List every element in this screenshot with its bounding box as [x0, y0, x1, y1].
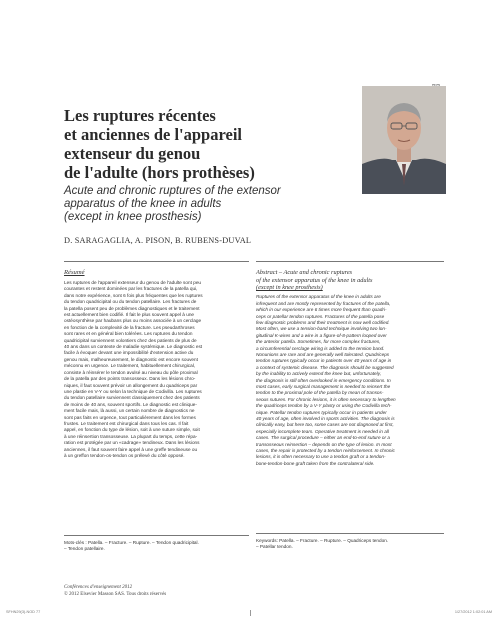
authors: D. SARAGAGLIA, A. PISON, B. RUBENS-DUVAL [64, 236, 252, 245]
resume-line: ostéosynthèse par haubans plus ou moins associée à un cerclage [64, 318, 202, 324]
abstract-line: 40 years of age, often involved in sports activities. The diagnosis is [256, 416, 395, 421]
resume-line: sont pas faits en urgence, tout particulièrement dans les formes [64, 414, 196, 420]
resume-line: la patella posent peu de problèmes diagnostiques et le traitement [64, 305, 200, 311]
abstract-line: seous sutures. For chronic lesions, it is often necessary to lengthen [256, 396, 396, 402]
resume-line: à un greffon tendon-os-tendon os prélevé du côté opposé. [64, 452, 185, 458]
author-photo [362, 86, 446, 194]
author-portrait-image [362, 86, 446, 194]
abstract-line: infrequent and are mostly represented by fractures of the patella, [256, 300, 391, 306]
abstract-line: ceps or patellar tendon ruptures. Fractures of the patella pose [256, 313, 385, 319]
resume-line: anciennes, il faut souvent faire appel à une greffe tendineuse ou [64, 446, 198, 452]
copyright-notice: © 2012 Elsevier Masson SAS. Tous droits réservés [64, 592, 167, 597]
resume-line: Les ruptures de l'appareil extenseur du genou de l'adulte sont peu [64, 280, 202, 285]
subtitle-line: Acute and chronic ruptures of the extensor [64, 185, 281, 197]
resume-line: courantes et restent dominées par les fractures de la patella qui, [64, 286, 198, 292]
abstract-line: most cases, early surgical management is needed to reinsert the [256, 383, 391, 389]
abstract-line: cases, the repair is protected by a tendon reinforcement. In chronic [256, 448, 395, 454]
abstract-section [256, 269, 444, 467]
resume-line: facile à évoquer devant une impossibilité d'extension active du [64, 350, 194, 356]
subtitle-line: apparatus of the knee in adults [64, 198, 222, 210]
resume-top-rule [64, 261, 249, 262]
abstract-line: cases. The surgical procedure – either an end-to-end suture or a [256, 435, 390, 441]
abstract-heading [256, 269, 444, 292]
article-title [64, 106, 334, 182]
title-line: de l'adulte (hors prothèses) [64, 163, 255, 182]
article-subtitle-english [64, 185, 444, 224]
resume-line: niques, il faut souvent prévoir un allongement du quadriceps par [64, 382, 198, 388]
abstract-line: by the inability to actively extend the knee but, unfortunately, [256, 371, 381, 377]
resume-keywords-rule [64, 535, 249, 536]
subtitle-line: (except in knee prosthesis) [64, 211, 202, 223]
resume-heading: Résumé [64, 269, 85, 276]
abstract-heading-line: (except in knee prosthesis) [256, 284, 323, 292]
abstract-line: nique. Patellar tendon ruptures typically occur in patients under [256, 409, 387, 415]
resume-line: méconnu en urgence. Le traitement, habituellement chirurgical, [64, 363, 196, 369]
keywords-line: – Tendon patellaire. [64, 546, 105, 552]
abstract-line: Nonunions are rare and are generally well tolerated. Quadriceps [256, 351, 390, 357]
title-line: extenseur du genou [64, 144, 201, 163]
resume-line: 40 ans dans un contexte de maladie systémique. Le diagnostic est [64, 344, 203, 350]
crop-mark [250, 610, 251, 616]
keywords-line: Mots-clés : Patella. – Fracture. – Rupture. – Tendon quadricipital. [64, 540, 199, 545]
abstract-keywords-rule [256, 533, 444, 534]
resume-line: en fonction de la complexité de la fracture. Les pseudarthroses [64, 324, 195, 330]
journal-name: Conférences d'enseignement 2012 [64, 585, 133, 590]
resume-line: genou mais, malheureusement, le diagnostic est encore souvent [64, 356, 198, 362]
abstract-line: tendon ruptures typically occur in patients over 40 years of age in [256, 358, 392, 364]
resume-line: dans notre expérience, sont 6 fois plus fréquentes que les ruptures [64, 292, 203, 298]
abstract-line: lesions, it is often necessary to use a tendon graft or a tendon- [256, 454, 386, 460]
resume-line: est actuellement bien codifié. Il fait le plus souvent appel à une [64, 312, 195, 318]
abstract-top-rule [256, 261, 444, 262]
resume-line: une plastie en V-Y ou selon la technique de Codivilla. Les ruptures [64, 388, 202, 394]
abstract-line: the diagnosis is still often overlooked in emergency conditions. In [256, 377, 391, 383]
title-line: et anciennes de l'appareil [64, 125, 242, 144]
resume-keywords [64, 540, 249, 553]
resume-line: ration est protégée par un «cadrage» tendineux. Dans les lésions [64, 440, 200, 446]
print-slug [0, 608, 500, 618]
resume-line: ment facile mais, là aussi, un certain nombre de diagnostics ne [64, 408, 195, 414]
abstract-line: tendon to the proximal pole of the patella by mean of transos- [256, 390, 384, 396]
resume-line: quadricipital surviennent volontiers chez des patients de plus de [64, 337, 197, 343]
title-line: Les ruptures récentes [64, 106, 216, 125]
resume-line: de la patella par des points transosseux. Dans les lésions chro- [64, 376, 196, 382]
resume-line: appel, en fonction du type de lésion, soit à une suture simple, soit [64, 427, 200, 433]
resume-line: du tendon quadricipital ou du tendon patellaire. Les fractures de [64, 299, 197, 305]
page-footer [64, 584, 166, 598]
abstract-heading-line: of the extensor apparatus of the knee in adults [256, 276, 373, 284]
abstract-line: the anterior patella. Sometimes, for more complex fractures, [256, 339, 381, 345]
file-timestamp: 1/27/2012 1:02:01 AM [454, 610, 492, 614]
resume-body [64, 280, 249, 459]
abstract-line: Ruptures of the extensor apparatus of the knee in adults are [256, 294, 381, 300]
abstract-line: which in our experience are 6 times more frequent than quadri- [256, 307, 387, 313]
keywords-line: Keywords: Patella. – Fracture. – Rupture. – Quadriceps tendon. [256, 538, 389, 543]
resume-line: sont rares et en général bien tolérées. Les ruptures du tendon [64, 331, 193, 337]
abstract-line: Most often, we use a tension-band technique involving two lon- [256, 326, 387, 332]
abstract-line: a context of systemic disease. The diagnosis should be suggested [256, 364, 394, 370]
abstract-body [256, 294, 444, 467]
abstract-line: a circumferential cerclage wiring is added to the tension band. [256, 345, 385, 351]
resume-section [64, 269, 249, 459]
abstract-keywords [256, 538, 444, 551]
resume-line: consiste à réinsérer le tendon avulsé au niveau du pôle proximal [64, 369, 198, 375]
resume-line: à une réinsertion transosseuse. La plupart du temps, cette répa- [64, 433, 198, 439]
keywords-line: – Patellar tendon. [256, 544, 293, 550]
abstract-heading-line: Abstract – Acute and chronic ruptures [256, 269, 353, 276]
abstract-line: gitudinal K-wires and a wire in a figure-of-8-pattern looped over [256, 332, 387, 338]
abstract-line: clinically easy, but here too, some cases are not diagnosed at first, [256, 422, 394, 428]
resume-line: du tendon patellaire surviennent classiquement chez des patients [64, 395, 200, 401]
abstract-line: transosseous reinsertion – depends on the type of lesion. In most [256, 441, 392, 447]
abstract-line: the quadriceps tendon by a V-Y plasty or using the Codivilla tech- [256, 403, 392, 409]
resume-line: frustes. Le traitement est chirurgical dans tous les cas. Il fait [64, 420, 189, 426]
abstract-line: bone-tendon-bone graft taken from the contralateral side. [256, 460, 375, 466]
abstract-line: few diagnostic problems and their treatment is now well codified. [256, 319, 390, 325]
resume-line: de moins de 40 ans, souvent sportifs. Le diagnostic est clinique- [64, 401, 197, 407]
file-name: SFHN29(3)-NOD 77 [6, 610, 41, 614]
abstract-line: especially incomplete tears. Operative treatment is needed in all [256, 428, 389, 434]
